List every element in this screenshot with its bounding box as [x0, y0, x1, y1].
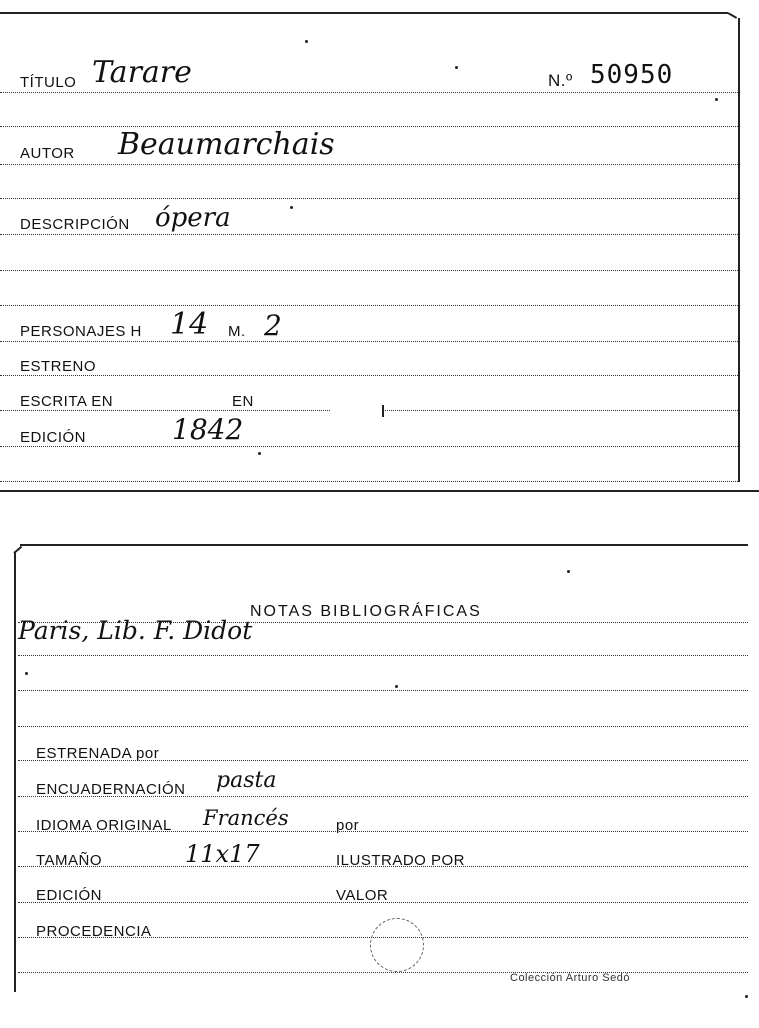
escrita-en-label: EN	[232, 393, 254, 410]
numero-label: N.º	[548, 71, 573, 90]
ink-speck	[290, 206, 293, 209]
ink-speck	[745, 995, 748, 998]
card-top-corner	[728, 12, 738, 19]
rule	[18, 726, 748, 727]
rule	[18, 972, 748, 973]
edicion-label-bottom: EDICIÓN	[36, 887, 103, 904]
rule	[0, 305, 738, 306]
catalog-card-top	[0, 0, 759, 500]
ilustrado-label: ILUSTRADO POR	[336, 852, 466, 869]
catalog-card-bottom	[0, 540, 759, 1028]
personajes-h-value: 14	[170, 307, 209, 342]
rule	[385, 410, 738, 411]
card-bottom-border-top	[20, 544, 748, 546]
descripcion-value: ópera	[155, 203, 231, 233]
titulo-label: TÍTULO	[20, 74, 77, 91]
estrenada-label: ESTRENADA por	[36, 745, 160, 762]
personajes-label: PERSONAJES H	[20, 323, 142, 340]
autor-label: AUTOR	[20, 145, 75, 162]
ink-speck	[567, 570, 570, 573]
card-top-border-top	[0, 12, 728, 14]
ink-speck	[25, 672, 28, 675]
idioma-label: IDIOMA ORIGINAL	[36, 817, 172, 834]
rule	[0, 481, 738, 482]
valor-label: VALOR	[336, 887, 389, 904]
estreno-label: ESTRENO	[20, 358, 97, 375]
collection-footer: Colección Arturo Sedó	[510, 972, 630, 984]
rule	[0, 198, 738, 199]
idioma-por-label: por	[336, 817, 360, 834]
rule	[0, 270, 738, 271]
encuadernacion-label: ENCUADERNACIÓN	[36, 781, 186, 798]
personajes-m-label: M.	[228, 323, 246, 340]
rule	[0, 375, 738, 376]
numero-value: 50950	[590, 60, 674, 90]
card-bottom-border-left	[14, 552, 16, 992]
tamano-label: TAMAÑO	[36, 852, 103, 869]
ink-speck	[715, 98, 718, 101]
rule	[0, 410, 330, 411]
tamano-value: 11x17	[185, 840, 260, 868]
descripcion-label: DESCRIPCIÓN	[20, 216, 130, 233]
ink-speck	[305, 40, 308, 43]
escrita-label: ESCRITA EN	[20, 393, 114, 410]
ink-speck	[455, 66, 458, 69]
procedencia-label: PROCEDENCIA	[36, 923, 152, 940]
rule	[18, 690, 748, 691]
rule	[0, 446, 738, 447]
edicion-value: 1842	[172, 413, 244, 446]
titulo-value: Tarare	[92, 55, 192, 90]
rule	[18, 655, 748, 656]
edicion-label: EDICIÓN	[20, 429, 87, 446]
rule	[0, 164, 738, 165]
rule	[0, 341, 738, 342]
encuadernacion-value: pasta	[216, 768, 277, 793]
ink-speck	[395, 685, 398, 688]
idioma-value: Francés	[203, 806, 289, 830]
card-bottom-corner	[13, 546, 22, 554]
card-top-border-bottom	[0, 490, 759, 492]
card-top-stub	[382, 405, 384, 417]
rule	[0, 92, 738, 93]
ink-speck	[258, 452, 261, 455]
notas-heading: NOTAS BIBLIOGRÁFICAS	[250, 603, 482, 620]
personajes-m-value: 2	[264, 309, 282, 342]
notas-value: Paris, Lib. F. Didot	[18, 616, 253, 645]
stamp-mark	[370, 918, 424, 972]
rule	[0, 234, 738, 235]
rule	[0, 126, 738, 127]
autor-value: Beaumarchais	[118, 127, 335, 162]
card-top-border-right	[738, 18, 740, 482]
